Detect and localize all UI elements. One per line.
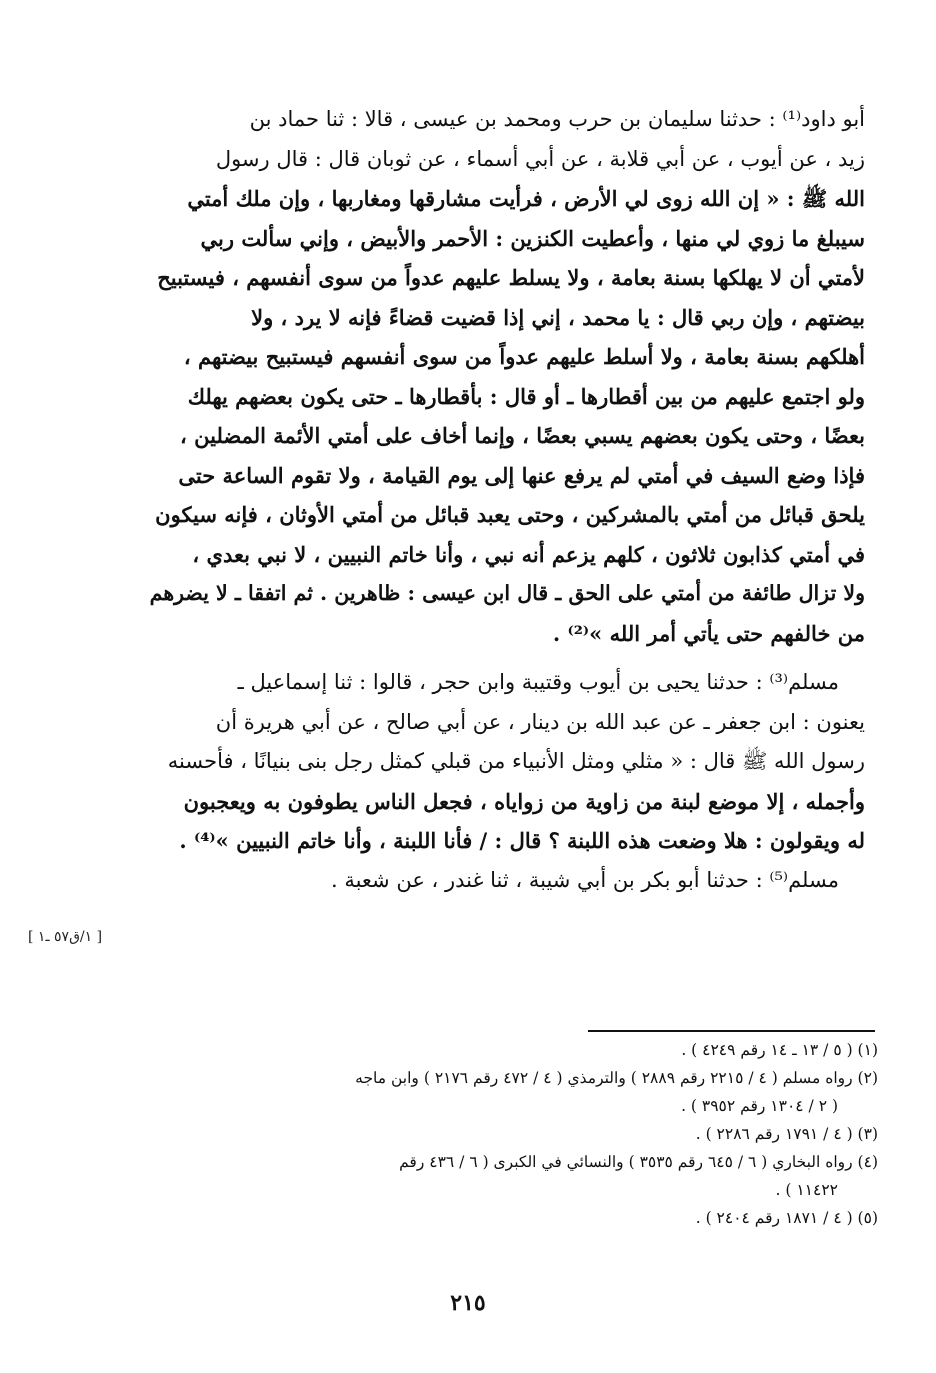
text-line: فإذا وضع السيف في أمتي لم يرفع عنها إلى يوم القيامة ، ولا تقوم الساعة حتى [178,462,865,488]
text-line: ولو اجتمع عليهم من بين أقطارها ـ أو قال : بأقطارها ـ حتى يكون بعضهم يهلك [187,383,865,409]
footnote-line: (٣) ( ٤ / ١٧٩١ رقم ٢٢٨٦ ) . [695,1125,878,1143]
page-body [135,100,865,900]
text-line: له ويقولون : هلا وضعت هذه اللبنة ؟ قال : / فأنا اللبنة ، وأنا خاتم النبيين »⁽⁴⁾ . [179,828,865,853]
footnote-line: (١) ( ٥ / ١٣ ـ ١٤ رقم ٤٢٤٩ ) . [681,1041,878,1059]
text-line: ولا تزال طائفة من أمتي على الحق ـ قال ابن عيسى : ظاهرين . ثم اتفقا ـ لا يضرهم [149,581,865,605]
text-line: أبو داود⁽¹⁾ : حدثنا سليمان بن حرب ومحمد بن عيسى ، قالا : ثنا حماد بن [249,107,865,131]
text-line: يعنون : ابن جعفر ـ عن عبد الله بن دينار ، عن أبي صالح ، عن أبي هريرة أن [215,709,865,734]
text-line: زيد ، عن أيوب ، عن أبي قلابة ، عن أبي أسماء ، عن ثوبان قال : قال رسول [215,146,865,171]
text-line: سيبلغ ما زوي لي منها ، وأعطيت الكنزين : الأحمر والأبيض ، وإني سألت ربي [200,225,865,251]
text-line: وأجمله ، إلا موضع لبنة من زاوية من زواياه ، فجعل الناس يطوفون به ويعجبون [183,788,865,814]
text-line: بيضتهم ، وإن ربي قال : يا محمد ، إني إذا قضيت قضاءً فإنه لا يرد ، ولا [251,304,865,330]
text-line: يلحق قبائل من أمتي بالمشركين ، وحتى يعبد قبائل من أمتي الأوثان ، فإنه سيكون [155,502,865,527]
text-line: في أمتي كذابون ثلاثون ، كلهم يزعم أنه نبي ، وأنا خاتم النبيين ، لا نبي بعدي ، [192,541,865,567]
text-line: بعضًا ، وحتى يكون بعضهم يسبي بعضًا ، وإنما أخاف على أمتي الأئمة المضلين ، [180,423,865,448]
text-line: رسول الله ﷺ قال : « مثلي ومثل الأنبياء من قبلي كمثل رجل بنى بنيانًا ، فأحسنه [167,749,865,773]
text-line: الله ﷺ : « إن الله زوى لي الأرض ، فرأيت مشارقها ومغاربها ، وإن ملك أمتي [187,186,865,211]
text-line: مسلم⁽⁵⁾ : حدثنا أبو بكر بن أبي شيبة ، ثنا غندر ، عن شعبة . [330,867,839,892]
footnote-line: ( ٢ / ١٣٠٤ رقم ٣٩٥٢ ) . [681,1097,838,1115]
footnote-line: ١١٤٢٢ ) . [775,1181,838,1199]
footnotes [140,1036,878,1232]
text-line: أهلكهم بسنة بعامة ، ولا أسلط عليهم عدواً من سوى أنفسهم فيستبيح بيضتهم ، [183,344,865,369]
footnote-line: (٥) ( ٤ / ١٨٧١ رقم ٢٤٠٤ ) . [695,1209,878,1227]
text-line: مسلم⁽³⁾ : حدثنا يحيى بن أيوب وقتيبة وابن حجر ، قالوا : ثنا إسماعيل ـ [237,670,839,694]
manuscript-folio-reference: [ ١/ق٥٧ ـ١ ] [28,929,103,945]
hadith-paragraph-muslim-2 [135,861,865,901]
text-line: من خالفهم حتى يأتي أمر الله »⁽²⁾ . [552,620,865,646]
page-number: ٢١٥ [450,1290,486,1316]
footnote-divider [588,1030,875,1032]
hadith-paragraph-muslim-1 [135,663,865,861]
text-line: لأمتي أن لا يهلكها بسنة بعامة ، ولا يسلط عليهم عدواً من سوى أنفسهم ، فيستبيح [157,265,865,290]
footnote-line: (٤) رواه البخاري ( ٦ / ٦٤٥ رقم ٣٥٣٥ ) والنسائي في الكبرى ( ٦ / ٤٣٦ رقم [399,1153,878,1171]
paragraph-gap [135,653,865,663]
footnote-line: (٢) رواه مسلم ( ٤ / ٢٢١٥ رقم ٢٨٨٩ ) والترمذي ( ٤ / ٤٧٢ رقم ٢١٧٦ ) وابن ماجه [355,1069,878,1087]
hadith-paragraph-abu-dawud [135,100,865,653]
